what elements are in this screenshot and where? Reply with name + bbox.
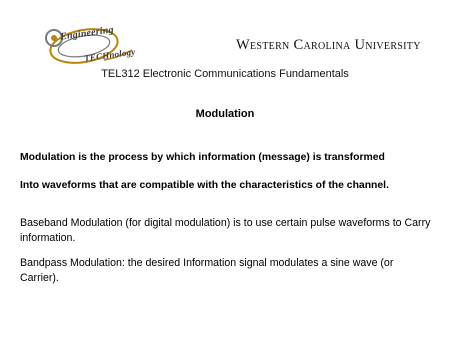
definition-line-1: Modulation is the process by which information (message) is transformed <box>20 152 385 163</box>
engineering-technology-logo <box>44 20 138 72</box>
logo-engineering-text: Engineering <box>59 24 115 43</box>
definition-line-2: Into waveforms that are compatible with the characteristics of the channel. <box>20 180 389 191</box>
university-name: Western Carolina University <box>236 37 421 53</box>
bandpass-paragraph: Bandpass Modulation: the desired Information signal modulates a sine wave (or Carrier). <box>20 257 394 284</box>
baseband-paragraph: Baseband Modulation (for digital modulation) is to use certain pulse waveforms to Carry information. <box>20 217 431 244</box>
slide-title: Modulation <box>195 108 255 120</box>
logo-technology-text: TECHnology <box>83 46 136 64</box>
course-title: TEL312 Electronic Communications Fundamentals <box>101 68 349 80</box>
